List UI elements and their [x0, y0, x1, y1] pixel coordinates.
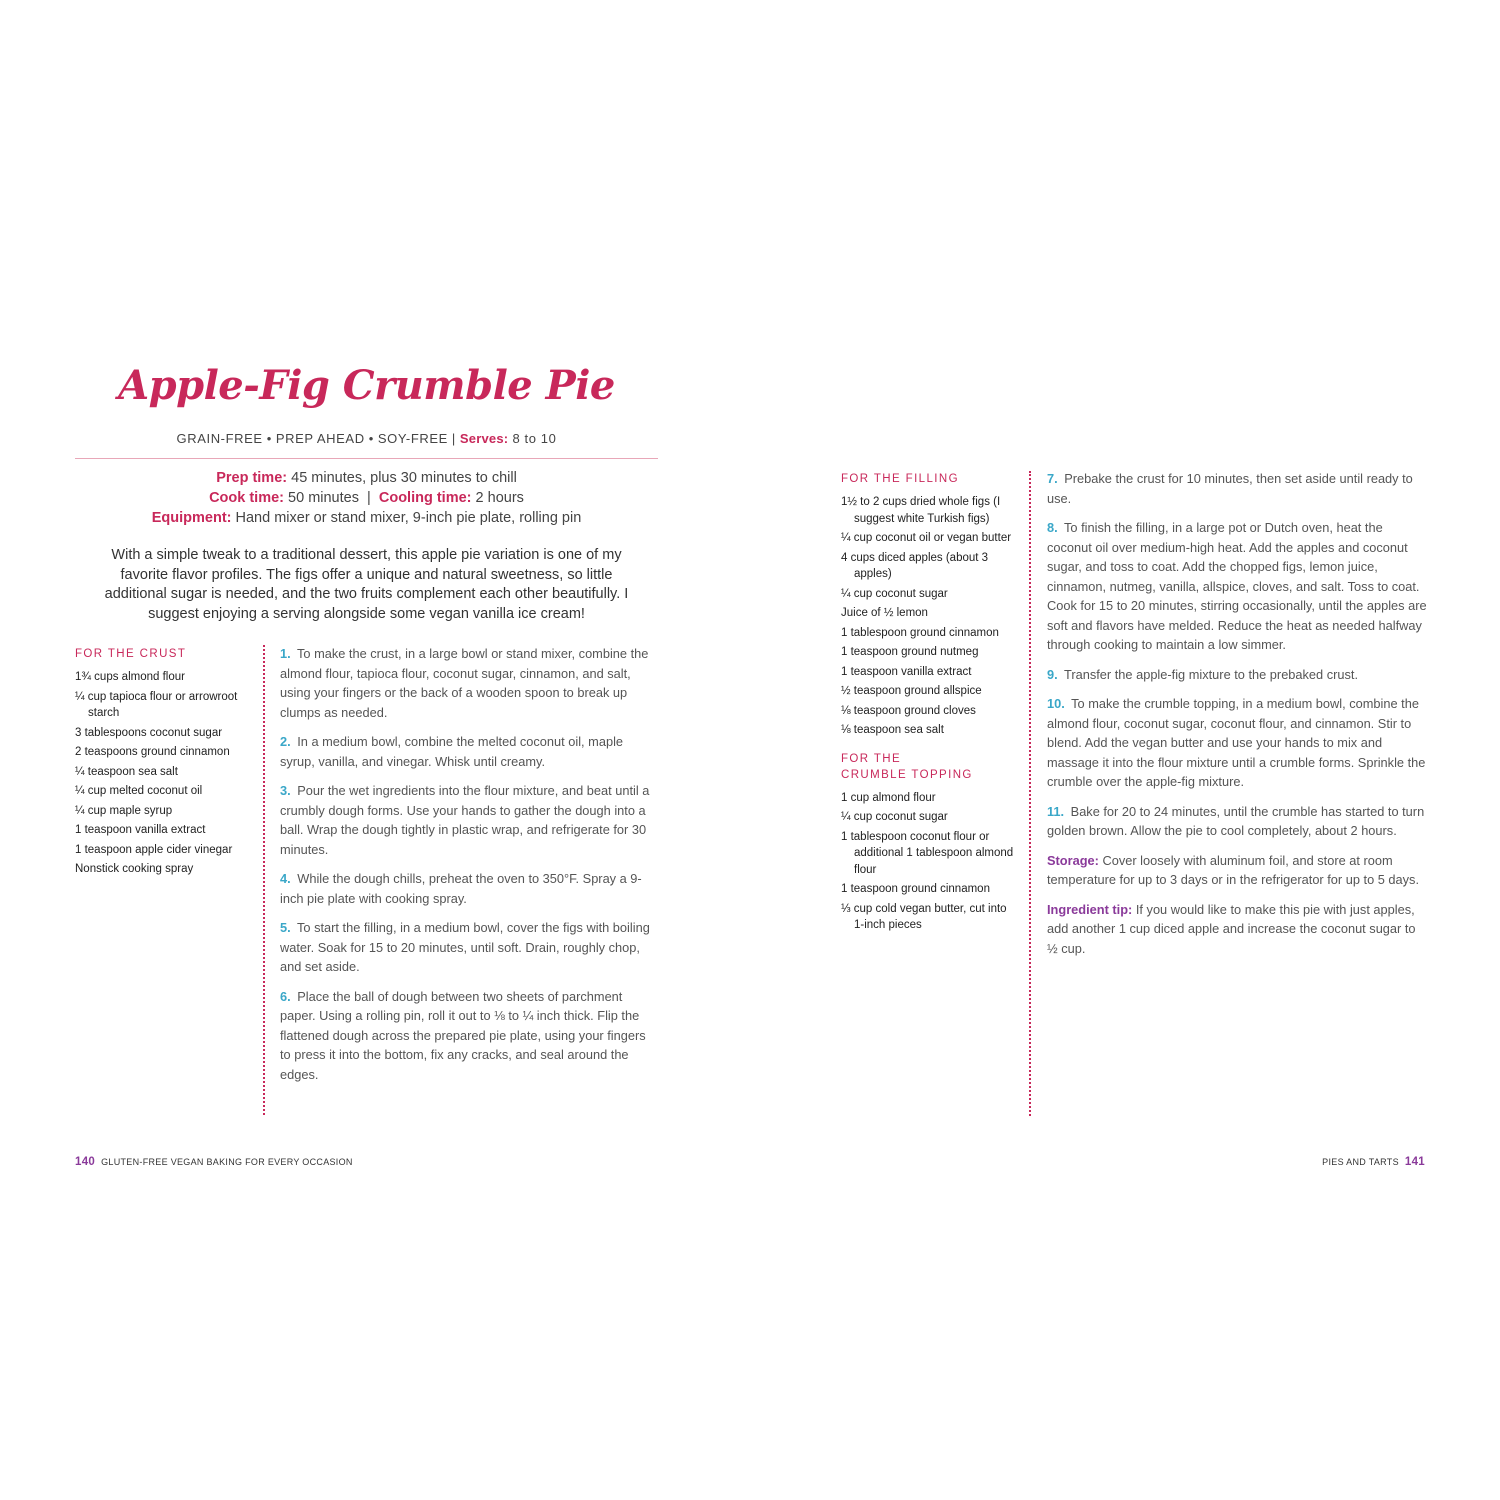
step-text: To make the crumble topping, in a medium bowl, combine the almond flour, coconut sugar, coconut flour, and cinnamon. Stir to blend. Add the vegan butter and use your hands to mix and massage it into the flour mixture until a crumble forms. Sprinkle the crumble over the apple-fig mixture. — [1047, 696, 1426, 789]
cook-time-label: Cook time: — [209, 490, 284, 506]
step-list-left — [280, 644, 658, 1084]
cook-time-value: 50 minutes — [288, 490, 359, 506]
ingredient-item: ¼ cup tapioca flour or arrowroot starch — [75, 690, 238, 719]
tip-text: If you would like to make this pie with just apples, add another 1 cup diced apple and increase the coconut sugar to ½ cup. — [1047, 901, 1416, 956]
equipment-value: Hand mixer or stand mixer, 9-inch pie plate, rolling pin — [235, 510, 582, 526]
step-item — [280, 918, 658, 977]
footer-right — [1322, 1156, 1425, 1168]
step-number: 2. — [280, 734, 291, 749]
ingredient-item: ⅓ cup cold vegan butter, cut into 1-inch pieces — [841, 902, 1007, 931]
topping-ingredient-list — [841, 790, 1019, 934]
step-text: Bake for 20 to 24 minutes, until the crumble has started to turn golden brown. Allow the pie to cool completely, about 2 hours. — [1047, 803, 1425, 838]
step-text: Pour the wet ingredients into the flour mixture, and beat until a crumbly dough forms. Use your hands to gather the dough into a ball. Wrap the dough tightly in plastic wrap, and refrigerate for 30 minutes. — [280, 783, 650, 857]
step-item — [280, 869, 658, 908]
recipe-intro: With a simple tweak to a traditional dessert, this apple pie variation is one of my favorite flavor profiles. The figs offer a unique and natural sweetness, so little additional sugar is needed, and the two fruits complement each other beautifully. I suggest enjoying a serving alongside some vegan vanilla ice cream! — [104, 547, 629, 622]
ingredient-item: ¼ cup coconut sugar — [841, 587, 948, 600]
step-text: Transfer the apple-fig mixture to the prebaked crust. — [1064, 666, 1359, 682]
ingredient-item: 1 teaspoon apple cider vinegar — [75, 843, 233, 856]
step-text: In a medium bowl, combine the melted coconut oil, maple syrup, vanilla, and vinegar. Whisk until creamy. — [280, 734, 624, 769]
step-number: 1. — [280, 646, 291, 661]
ingredient-item: 1 tablespoon ground cinnamon — [841, 626, 999, 639]
prep-time-label: Prep time: — [216, 470, 288, 486]
recipe-meta — [75, 468, 658, 528]
crust-ingredient-list — [75, 669, 253, 878]
step-item — [280, 732, 658, 771]
storage-note — [1047, 851, 1427, 890]
step-number: 7. — [1047, 471, 1058, 486]
step-number: 8. — [1047, 520, 1058, 535]
tag-prep-ahead: PREP AHEAD — [275, 431, 365, 446]
step-item — [1047, 802, 1427, 841]
filling-heading: FOR THE FILLING — [841, 473, 959, 485]
step-item — [1047, 694, 1427, 792]
topping-heading — [841, 751, 1019, 783]
step-number: 9. — [1047, 666, 1058, 682]
storage-text: Cover loosely with aluminum foil, and store at room temperature for up to 3 days or in the refrigerator for up to 5 days. — [1047, 852, 1420, 887]
ingredient-item: ½ teaspoon ground allspice — [841, 685, 982, 697]
ingredient-item: 3 tablespoons coconut sugar — [75, 726, 223, 739]
footer-left — [75, 1156, 353, 1168]
title-divider — [75, 458, 658, 459]
recipe-title: Apple-Fig Crumble Pie — [118, 362, 615, 409]
step-item — [280, 781, 658, 859]
step-number: 5. — [280, 920, 291, 935]
ingredient-tip — [1047, 900, 1427, 959]
ingredient-item: Juice of ½ lemon — [841, 607, 928, 619]
equipment-label: Equipment: — [151, 510, 232, 526]
step-number: 3. — [280, 783, 291, 798]
step-item — [1047, 518, 1427, 655]
crust-heading: FOR THE CRUST — [75, 648, 187, 660]
ingredient-item: Nonstick cooking spray — [75, 863, 194, 875]
ingredient-item: 4 cups diced apples (about 3 apples) — [841, 551, 989, 580]
ingredient-item: 1 tablespoon coconut flour or additional 1 tablespoon almond flour — [841, 830, 1014, 876]
topping-heading-line2: CRUMBLE TOPPING — [841, 768, 973, 781]
ingredient-item: 1 teaspoon ground cinnamon — [841, 883, 990, 895]
ingredient-item: 1 teaspoon vanilla extract — [841, 665, 972, 678]
step-number: 6. — [280, 988, 291, 1004]
ingredient-item: ¼ teaspoon sea salt — [75, 765, 178, 778]
ingredient-item: ¼ cup coconut oil or vegan butter — [841, 532, 1012, 544]
page-number-left: 140 — [75, 1156, 96, 1168]
step-text: To start the filling, in a medium bowl, cover the figs with boiling water. Soak for 15 to 20 minutes, until soft. Drain, roughly chop, and set aside. — [280, 920, 650, 974]
cooling-time-value: 2 hours — [475, 490, 524, 506]
step-item — [280, 644, 658, 722]
ingredient-item: 1 teaspoon ground nutmeg — [841, 646, 979, 658]
ingredient-item: ⅛ teaspoon sea salt — [841, 724, 944, 736]
tag-soy-free: SOY-FREE — [377, 431, 448, 446]
topping-heading-line1: FOR THE — [841, 752, 902, 765]
ingredient-item: ¼ cup coconut sugar — [841, 811, 948, 823]
step-text: Prebake the crust for 10 minutes, then set aside until ready to use. — [1047, 471, 1413, 506]
ingredient-item: 2 teaspoons ground cinnamon — [75, 746, 230, 758]
step-number: 4. — [280, 871, 291, 886]
filling-ingredients — [841, 471, 1019, 937]
ingredient-item: 1¾ cups almond flour — [75, 671, 185, 683]
step-text: To finish the filling, in a large pot or Dutch oven, heat the coconut oil over medium-high heat. Add the apples and coconut sugar, and toss to coat. Add the chopped figs, lemon juice, cinnamon, nutmeg, vanilla, allspice, cloves, and salt. Toss to coat. Cook for 15 to 20 minutes, stirring occasionally, until the apples are soft and flavors have melded. Reduce the heat as needed halfway through cooking to maintain a low simmer. — [1047, 520, 1427, 652]
step-list-right — [1047, 469, 1427, 958]
ingredient-item: ⅛ teaspoon ground cloves — [841, 704, 976, 717]
page-number-right: 141 — [1404, 1156, 1425, 1168]
recipe-tagline: GRAIN-FREE • PREP AHEAD • SOY-FREE | Serves: 8 to 10 — [176, 431, 557, 446]
step-item — [1047, 469, 1427, 508]
column-divider-left — [263, 645, 265, 1115]
step-item — [280, 987, 658, 1085]
ingredient-item: 1 teaspoon vanilla extract — [75, 824, 206, 836]
step-item — [1047, 665, 1427, 685]
cook-time-line: Cook time: 50 minutes | Cooling time: 2 hours — [209, 490, 524, 506]
crust-ingredients — [75, 646, 253, 881]
filling-ingredient-list — [841, 494, 1019, 739]
step-number: 11. — [1047, 803, 1065, 819]
prep-time-value: 45 minutes, plus 30 minutes to chill — [291, 470, 517, 486]
cooling-time-label: Cooling time: — [378, 490, 472, 506]
step-text: While the dough chills, preheat the oven to 350°F. Spray a 9-inch pie plate with cooking spray. — [280, 871, 642, 906]
equipment-line — [75, 508, 658, 528]
chapter-title: PIES AND TARTS — [1322, 1157, 1399, 1167]
ingredient-item: 1 cup almond flour — [841, 791, 936, 804]
book-title: GLUTEN-FREE VEGAN BAKING FOR EVERY OCCASION — [101, 1157, 353, 1167]
tag-grain-free: GRAIN-FREE — [176, 431, 263, 446]
steps-right — [1047, 469, 1427, 968]
step-text: To make the crust, in a large bowl or stand mixer, combine the almond flour, tapioca flour, coconut sugar, cinnamon, and salt, using your fingers or the back of a wooden spoon to break up clumps as needed. — [280, 646, 649, 720]
ingredient-item: 1½ to 2 cups dried whole figs (I suggest white Turkish figs) — [841, 496, 1001, 525]
prep-time-line — [75, 468, 658, 488]
ingredient-item: ¼ cup maple syrup — [75, 804, 173, 817]
tip-label: Ingredient tip: — [1047, 901, 1133, 917]
steps-left — [280, 644, 658, 1094]
storage-label: Storage: — [1047, 852, 1099, 868]
serves-label: Serves: — [459, 431, 509, 446]
step-number: 10. — [1047, 696, 1065, 711]
column-divider-right — [1029, 471, 1031, 1116]
step-text: Place the ball of dough between two sheets of parchment paper. Using a rolling pin, roll it out to ⅛ to ¼ inch thick. Flip the flattened dough across the prepared pie plate, using your fingers to press it into the bottom, fix any cracks, and seal around the edges. — [280, 988, 646, 1082]
serves-value: 8 to 10 — [512, 431, 557, 446]
ingredient-item: ¼ cup melted coconut oil — [75, 785, 203, 797]
